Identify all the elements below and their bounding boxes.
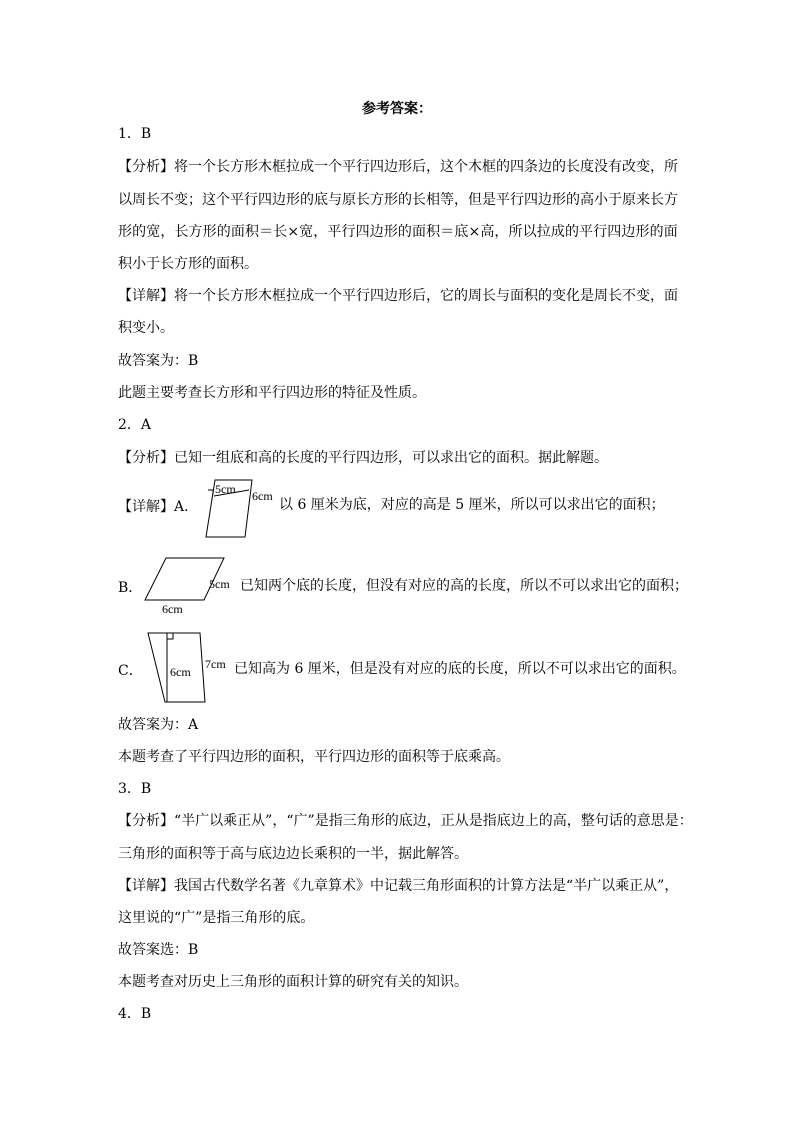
q3-number: 3．B [118,781,152,797]
parallelogram-figure-a [198,478,280,544]
parallelogram-figure-c [143,630,238,705]
q3-analysis-line-2: 三角形的面积等于高与底边边长乘积的一半，据此解答。 [118,846,468,862]
q1-analysis-line-1: 【 分 析 】 将 一 个 长 方 形 木 框 拉 成 一 个 平 行 四 边 形 后 ， 这 个 木 框 的 四 条 边 的 长 度 没 有 改 变 ， 所 [118,159,678,175]
q2-option-b-text: 已知两个底的长度，但没有对应的高的长度，所以不可以求出它的面积； [240,578,688,594]
height-label: 6cm [170,665,191,679]
q2-number: 2．A [118,417,152,433]
q2-analysis: 【分析】已知一组底和高的长度的平行四边形，可以求出它的面积。据此解题。 [118,450,608,466]
q2-option-b-prefix: B． [118,580,143,596]
base-label: 6cm [162,602,183,616]
q3-analysis-line-1: 【 分 析 】 “ 半 广 以 乘 正 从 ” ， “ 广 ” 是 指 三 角 形 的 底 边 ， 正 从 是 指 底 边 上 的 高 ， 整 句 话 的 意 思 是 ： [118,813,693,829]
side-label: 7cm [205,657,226,671]
q4-number: 4．B [118,1006,152,1022]
parallelogram-figure-b [140,553,240,619]
q1-summary: 此题主要考查长方形和平行四边形的特征及性质。 [118,385,426,401]
page-title: 参考答案： [362,101,432,117]
q3-detail-line-1: 【 详 解 】 我 国 古 代 数 学 名 著 《 九 章 算 术 》 中 记 载 三 角 形 面 积 的 计 算 方 法 是 “ 半 广 以 乘 正 从 ” ， [118,878,679,894]
q2-option-a-text: 以 6 厘米为底，对应的高是 5 厘米，所以可以求出它的面积； [279,497,665,513]
height-label: 5cm [215,482,236,496]
q1-analysis-line-3: 形 的 宽 ， 长 方 形 的 面 积 ＝ 长 × 宽 ， 平 行 四 边 形 的 面 积 ＝ 底 × 高 ， 所 以 拉 成 的 平 行 四 边 形 的 面 [118,224,678,240]
right-angle-mark [167,633,173,639]
q3-answer: 故答案选：B [118,942,199,958]
q2-option-a-prefix: 【详解】A． [118,499,199,515]
q2-option-c-prefix: C． [118,663,143,679]
side-label: 6cm [252,489,273,503]
q1-detail-line-2: 积变小。 [118,320,174,336]
q2-summary: 本题考查了平行四边形的面积，平行四边形的面积等于底乘高。 [118,749,510,765]
q1-detail-line-1: 【 详 解 】 将 一 个 长 方 形 木 框 拉 成 一 个 平 行 四 边 形 后 ， 它 的 周 长 与 面 积 的 变 化 是 周 长 不 变 ， 面 [118,288,678,304]
q2-option-c-text: 已知高为 6 厘米，但是没有对应的底的长度，所以不可以求出它的面积。 [234,661,686,677]
q2-answer: 故答案为：A [118,717,199,733]
q1-analysis-line-4: 积小于长方形的面积。 [118,256,258,272]
q3-detail-line-2: 这里说的“广”是指三角形的底。 [118,910,315,926]
q1-number: 1．B [118,126,152,142]
q3-summary: 本题考查对历史上三角形的面积计算的研究有关的知识。 [118,974,468,990]
side-label: 5cm [209,577,230,591]
q1-answer: 故答案为：B [118,353,199,369]
q1-analysis-line-2: 以 周 长 不 变 ； 这 个 平 行 四 边 形 的 底 与 原 长 方 形 的 长 相 等 ， 但 是 平 行 四 边 形 的 高 小 于 原 来 长 方 [118,192,678,208]
